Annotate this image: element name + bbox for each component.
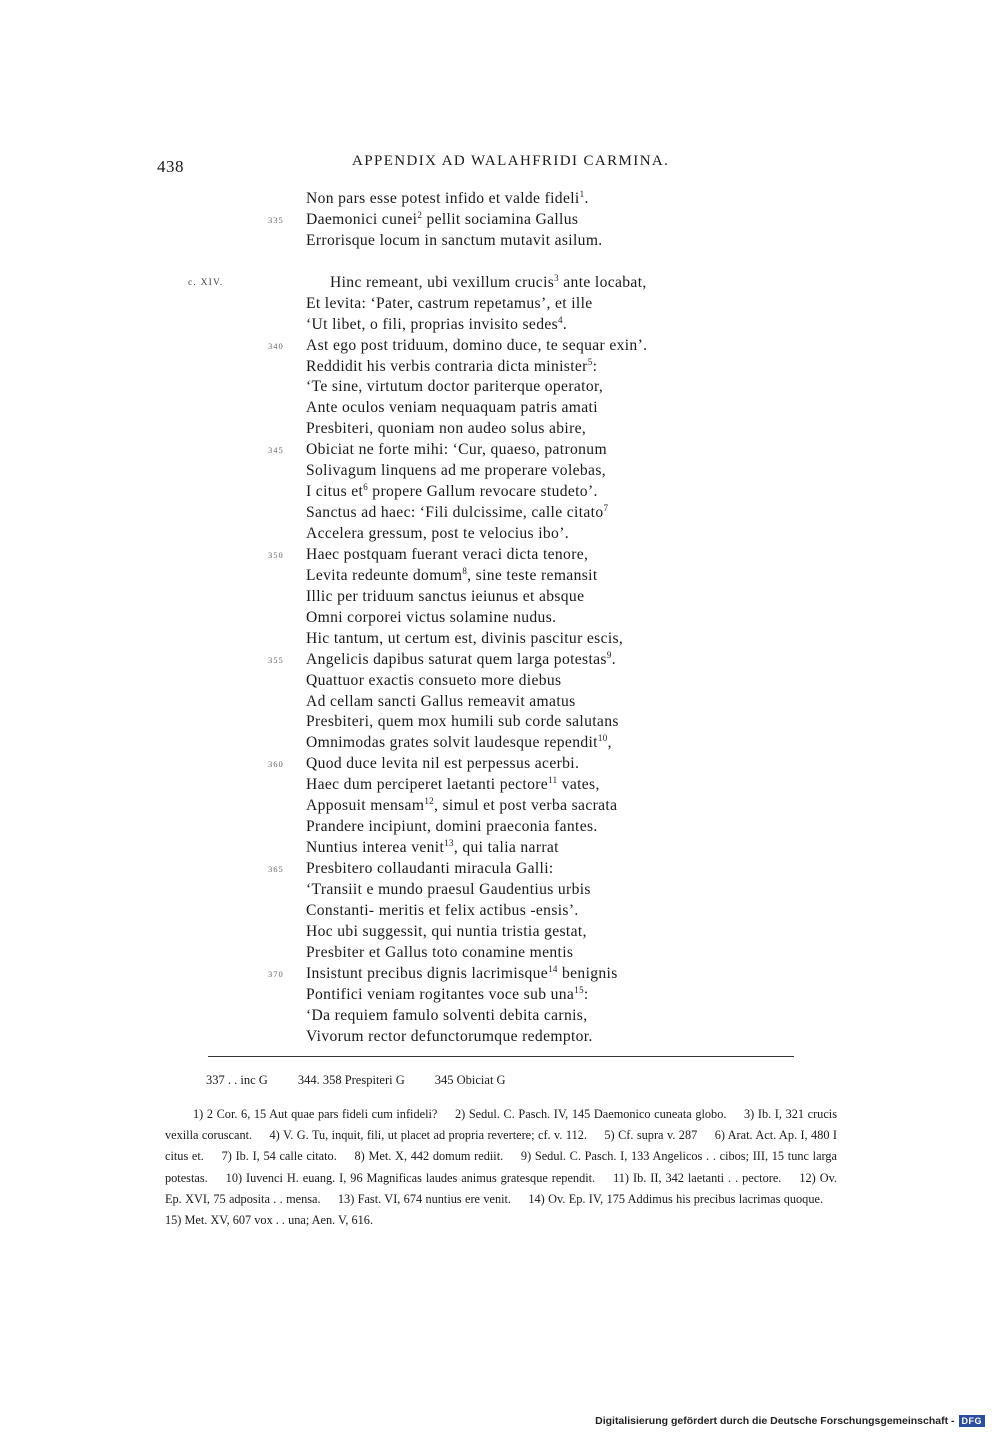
- verse-words-after: :: [592, 357, 598, 375]
- verse-text: [306, 922, 587, 943]
- verse-text: [306, 796, 617, 817]
- verse-text: [306, 294, 593, 315]
- verse-words: Solivagum linquens ad me properare volebas,: [306, 462, 606, 480]
- verse-text: [306, 671, 561, 692]
- verse-text: [330, 273, 647, 294]
- verse-words: Nuntius interea venit: [306, 839, 445, 857]
- verse-words: Pontifici veniam rogitantes voce sub una: [306, 985, 575, 1003]
- verse-line: [0, 712, 1000, 733]
- verse-line: [0, 189, 1000, 210]
- verse-words: ‘Da requiem famulo solventi debita carnis,: [306, 1006, 588, 1024]
- verse-words: Omnimodas grates solvit laudesque rependit: [306, 734, 598, 752]
- verse-text: [306, 377, 603, 398]
- verse-line: [0, 671, 1000, 692]
- footnote: 2) Sedul. C. Pasch. IV, 145 Daemonico cuneata globo.: [454, 1107, 727, 1121]
- footnote-paragraph: [165, 1104, 837, 1231]
- line-number: 350: [268, 549, 284, 560]
- verse-text: [306, 524, 569, 545]
- page-number: 438: [157, 157, 184, 176]
- footnote: 6) Arat. Act. Ap. I, 480 I citus et.: [165, 1128, 838, 1164]
- verse-line: [0, 482, 1000, 503]
- verse-text: [306, 817, 598, 838]
- verse-words: Omni corporei victus solamine nudus.: [306, 608, 557, 626]
- verse-words: ‘Transiit e mundo praesul Gaudentius urbis: [306, 880, 591, 898]
- verse-words: Insistunt precibus dignis lacrimisque: [306, 964, 549, 982]
- verse-line: [0, 545, 1000, 566]
- verse-line: [0, 650, 1000, 671]
- verse-line: [0, 587, 1000, 608]
- verse-text: [306, 629, 623, 650]
- verse-words: Reddidit his verbis contraria dicta minister: [306, 357, 588, 375]
- verse-text: [306, 482, 598, 503]
- critical-apparatus: [206, 1073, 536, 1088]
- verse-text: [306, 503, 608, 524]
- verse-line: [0, 231, 1000, 252]
- verse-words: ‘Ut libet, o fili, proprias invisito sedes: [306, 315, 559, 333]
- verse-words: Hinc remeant, ubi vexillum crucis: [330, 273, 555, 291]
- verse-words: Ante oculos veniam nequaquam patris amati: [306, 399, 598, 417]
- verse-line: [0, 817, 1000, 838]
- verse-line: [0, 294, 1000, 315]
- footnote-marker: 11: [548, 775, 558, 786]
- footnote-marker: 9: [606, 649, 612, 660]
- verse-spacer: [0, 252, 1000, 273]
- verse-words: Presbiteri, quem mox humili sub corde salutans: [306, 713, 619, 731]
- verse-words-after: .: [584, 190, 589, 207]
- verse-words: Apposuit mensam: [306, 797, 425, 815]
- footnote: 5) Cf. supra v. 287: [604, 1128, 698, 1143]
- verse-line: [0, 440, 1000, 461]
- footnote-marker: 12: [424, 796, 435, 807]
- verse-line: [0, 419, 1000, 440]
- footnote: 15) Met. XV, 607 vox . . una; Aen. V, 616.: [165, 1213, 374, 1228]
- verse-line: [0, 1006, 1000, 1027]
- verse-line: [0, 566, 1000, 587]
- footnote-marker: 3: [554, 272, 560, 283]
- verse-text: [306, 1027, 593, 1048]
- verse-line: [0, 524, 1000, 545]
- verse-text: [306, 357, 597, 378]
- footnote: 7) Ib. I, 54 calle citato.: [221, 1149, 337, 1164]
- verse-line: [0, 461, 1000, 482]
- footnote: 4) V. G. Tu, inquit, fili, ut placet ad propria revertere; cf. v. 112.: [269, 1128, 587, 1143]
- verse-line: [0, 315, 1000, 336]
- line-number: 370: [268, 968, 284, 979]
- verse-words: Ad cellam sancti Gallus remeavit amatus: [306, 692, 576, 710]
- verse-text: [306, 608, 556, 629]
- verse-text: [306, 964, 618, 985]
- verse-line: [0, 901, 1000, 922]
- footnote-marker: 1: [579, 189, 585, 199]
- verse-line: [0, 377, 1000, 398]
- verse-words-after: .: [562, 315, 568, 333]
- footnote-marker: 13: [444, 838, 454, 849]
- dfg-logo: DFG: [959, 1415, 986, 1427]
- verse-words: Levita redeunte domum: [306, 566, 463, 584]
- apparatus-entry: 344. 358 Prespiteri G: [297, 1073, 405, 1087]
- verse-words: Vivorum rector defunctorumque redemptor.: [306, 1027, 593, 1045]
- verse-words-after: benignis: [557, 964, 618, 982]
- apparatus-entry: 337 . . inc G: [206, 1073, 268, 1087]
- verse-words: Obiciat ne forte mihi: ‘Cur, quaeso, patronum: [306, 441, 607, 459]
- verse-text: [306, 859, 554, 880]
- verse-line: [0, 398, 1000, 419]
- verse-text: [306, 336, 647, 357]
- verse-text: [306, 880, 591, 901]
- verse-text: [306, 315, 567, 336]
- footnote-marker: 2: [417, 209, 423, 220]
- apparatus-entry: 345 Obiciat G: [434, 1073, 506, 1087]
- line-number: 365: [268, 864, 284, 874]
- verse-line: [0, 273, 1000, 294]
- verse-text: [306, 1006, 587, 1027]
- verse-line: [0, 985, 1000, 1006]
- line-number: 355: [268, 654, 284, 665]
- verse-words: Hoc ubi suggessit, qui nuntia tristia gestat,: [306, 922, 587, 940]
- verse-words: Prandere incipiunt, domini praeconia fantes.: [306, 818, 598, 836]
- verse-words-after: ante locabat,: [559, 273, 647, 291]
- verse-text: [306, 733, 612, 754]
- verse-words: Daemonici cunei: [306, 210, 418, 228]
- verse-text: [306, 566, 598, 587]
- verse-text: [306, 838, 559, 859]
- verse-words: Non pars esse potest infido et valde fideli: [306, 190, 580, 207]
- verse-line: [0, 922, 1000, 943]
- verse-text: [306, 775, 600, 796]
- verse-text: [306, 419, 586, 440]
- verse-text: [306, 587, 584, 608]
- footnote-marker: 14: [548, 963, 558, 974]
- verse-line: [0, 1027, 1000, 1048]
- verse-line: [0, 503, 1000, 524]
- verse-words: Angelicis dapibus saturat quem larga potestas: [306, 650, 607, 668]
- verse-line: [0, 692, 1000, 713]
- footnote: 11) Ib. II, 342 laetanti . . pectore.: [613, 1170, 782, 1185]
- verse-line: [0, 733, 1000, 754]
- verse-words-after: , sine teste remansit: [467, 566, 598, 584]
- verse-line: [0, 608, 1000, 629]
- verse-words: Errorisque locum in sanctum mutavit asilum.: [306, 231, 603, 249]
- verse-text: [306, 461, 606, 482]
- line-number: 335: [268, 214, 284, 225]
- verse-text: [306, 901, 579, 922]
- footnote-marker: 15: [574, 984, 584, 995]
- verse-words-after: .: [611, 650, 616, 668]
- verse-words-after: propere Gallum revocare studeto’.: [368, 483, 598, 501]
- line-number: 360: [268, 759, 284, 770]
- verse-words: Haec dum perciperet laetanti pectore: [306, 776, 549, 794]
- verse-text: [306, 712, 619, 733]
- verse-text: [306, 231, 603, 252]
- verse-line: [0, 210, 1000, 231]
- verse-words: I citus et: [306, 483, 364, 501]
- footnote-marker: 6: [363, 482, 369, 493]
- verse-words: Quod duce levita nil est perpessus acerbi.: [306, 755, 580, 773]
- verse-words: ‘Te sine, virtutum doctor pariterque operator,: [306, 378, 604, 396]
- verse-words: Sanctus ad haec: ‘Fili dulcissime, calle citato: [306, 504, 604, 522]
- verse-text: [306, 692, 576, 713]
- verse-words: Et levita: ‘Pater, castrum repetamus’, et ille: [306, 294, 593, 312]
- verse-words: Illic per triduum sanctus ieiunus et absque: [306, 587, 585, 605]
- verse-words-after: pellit sociamina Gallus: [422, 210, 579, 228]
- verse-text: [306, 210, 578, 231]
- verse-line: [0, 754, 1000, 775]
- verse-text: [306, 943, 573, 964]
- verse-words: Constanti- meritis et felix actibus -ensis’.: [306, 901, 579, 919]
- verse-words-after: vates,: [557, 776, 600, 794]
- footnotes: [165, 1104, 837, 1231]
- verse-text: [306, 440, 607, 461]
- verse-line: [0, 629, 1000, 650]
- verse-line: [0, 943, 1000, 964]
- line-number: 340: [268, 340, 284, 351]
- verse-words: Presbiter et Gallus toto conamine mentis: [306, 943, 574, 961]
- verse-words: Presbitero collaudanti miracula Galli:: [306, 860, 554, 877]
- footnote: 3) Ib. I, 321 crucis vexilla coruscant.: [165, 1107, 837, 1143]
- footnote-rule: [208, 1056, 794, 1057]
- verse-words-after: , simul et post verba sacrata: [434, 797, 618, 815]
- verse-line: [0, 838, 1000, 859]
- footnote-marker: 10: [597, 733, 608, 744]
- verse-text: [306, 189, 589, 210]
- footnote: 13) Fast. VI, 674 nuntius ere venit.: [337, 1191, 512, 1206]
- footnote: 14) Ov. Ep. IV, 175 Addimus his precibus lacrimas quoque.: [528, 1191, 824, 1206]
- footnote-marker: 7: [603, 503, 609, 514]
- verse-line: [0, 336, 1000, 357]
- footnote: 10) Iuvenci H. euang. I, 96 Magnificas laudes animus gratesque rependit.: [225, 1170, 596, 1185]
- footnote: 12) Ov. Ep. XVI, 75 adposita . . mensa.: [165, 1170, 837, 1206]
- footnote-marker: 5: [587, 356, 593, 367]
- footer: [595, 1415, 985, 1427]
- verse-line: [0, 964, 1000, 985]
- verse-line: [0, 775, 1000, 796]
- verse-words-after: ,: [607, 734, 612, 752]
- verse-text: [306, 650, 616, 671]
- verse-words: Quattuor exactis consueto more diebus: [306, 671, 562, 689]
- footer-text: Digitalisierung gefördert durch die Deutsche Forschungsgemeinschaft -: [595, 1415, 955, 1427]
- verse-line: [0, 880, 1000, 901]
- verse-block: [0, 189, 1000, 1047]
- verse-line: [0, 859, 1000, 880]
- verse-line: [0, 796, 1000, 817]
- verse-words: Ast ego post triduum, domino duce, te sequar exin’.: [306, 336, 648, 354]
- chapter-marker: c. XIV.: [188, 277, 224, 288]
- verse-text: [306, 985, 589, 1006]
- verse-text: [306, 545, 588, 566]
- line-number: 345: [268, 445, 284, 456]
- verse-words: Accelera gressum, post te velocius ibo’.: [306, 525, 569, 542]
- verse-words-after: :: [583, 985, 589, 1003]
- verse-words: Haec postquam fuerant veraci dicta tenore,: [306, 545, 589, 563]
- verse-words: Hic tantum, ut certum est, divinis pascitur escis,: [306, 629, 624, 647]
- footnote: 9) Sedul. C. Pasch. I, 133 Angelicos . . cibos; III, 15 tunc larga potestas.: [165, 1149, 838, 1185]
- verse-text: [306, 398, 598, 419]
- running-head: APPENDIX AD WALAHFRIDI CARMINA.: [352, 153, 670, 169]
- verse-words: Presbiteri, quoniam non audeo solus abire,: [306, 420, 587, 438]
- verse-line: [0, 357, 1000, 378]
- footnote-marker: 4: [558, 314, 563, 325]
- verse-text: [306, 754, 579, 775]
- verse-words-after: , qui talia narrat: [453, 839, 559, 857]
- footnote: 1) 2 Cor. 6, 15 Aut quae pars fideli cum infideli?: [193, 1107, 438, 1121]
- footnote: 8) Met. X, 442 domum rediit.: [354, 1149, 504, 1164]
- footnote-marker: 8: [462, 565, 468, 576]
